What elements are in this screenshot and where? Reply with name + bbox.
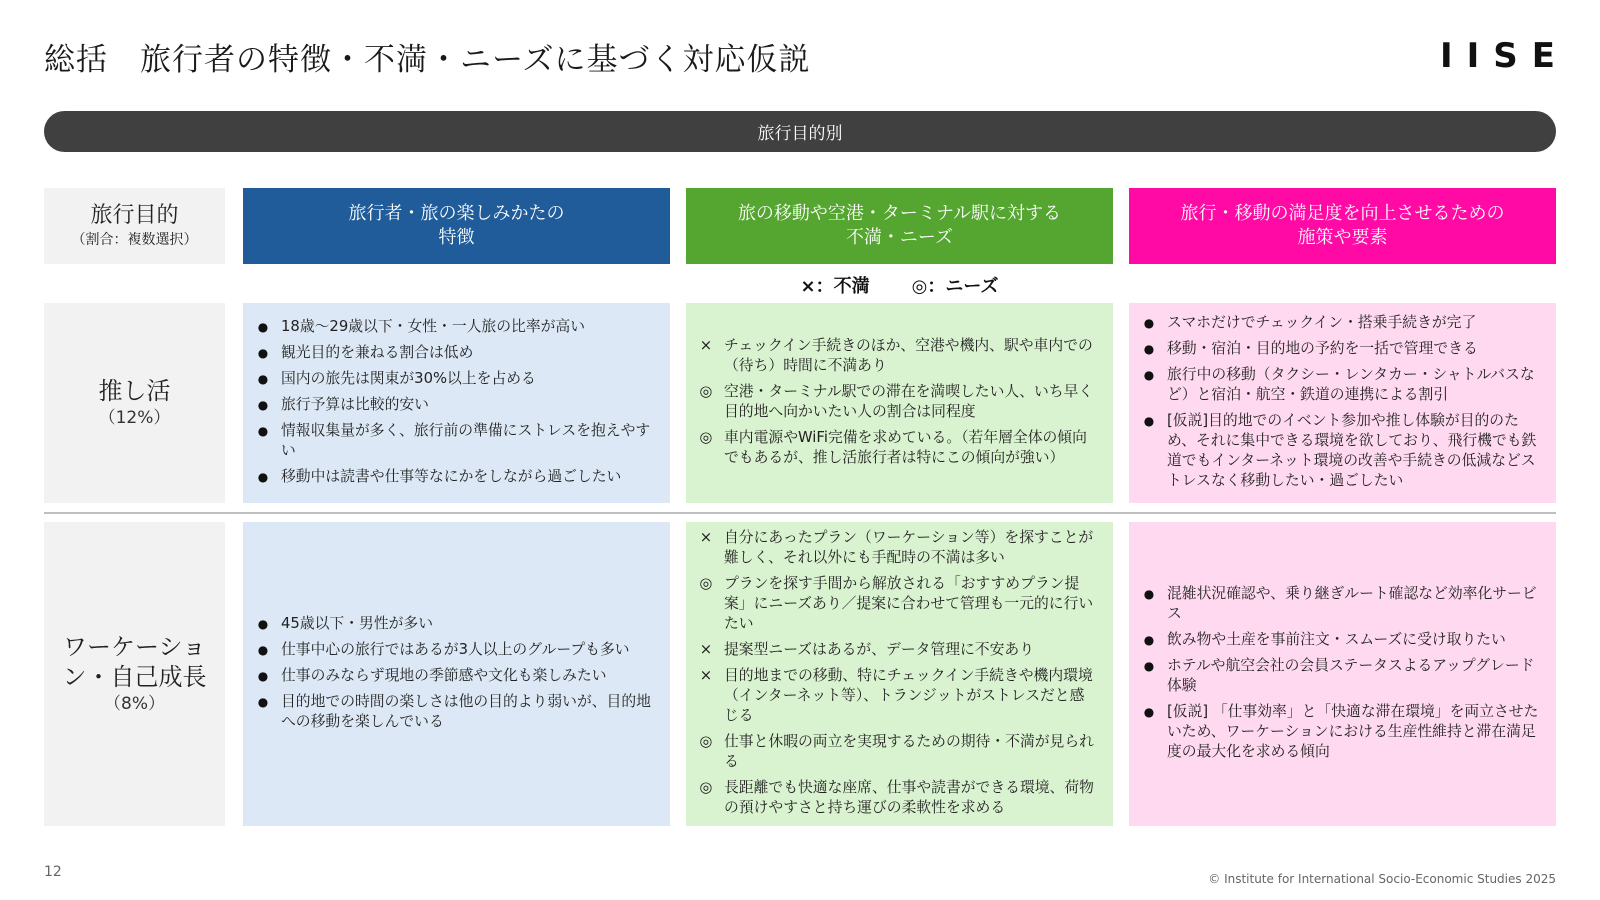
list-item — [1137, 411, 1542, 491]
mark-icon: ◎ — [699, 732, 713, 750]
mark-icon: ◎ — [699, 574, 713, 592]
bullet-icon — [251, 692, 275, 712]
list-item — [1137, 702, 1542, 762]
measures-list — [1137, 310, 1542, 497]
purpose-cell-oshikatsu — [44, 303, 225, 503]
section-banner — [44, 111, 1556, 152]
header-features-line2: 特徴 — [438, 227, 475, 248]
features-list — [251, 314, 656, 493]
purpose-percent: （12%） — [98, 408, 171, 428]
list-item — [1137, 365, 1542, 405]
legend — [686, 272, 1113, 298]
list-item — [251, 369, 656, 389]
bullet-icon — [1137, 411, 1161, 431]
bullet-icon — [1137, 584, 1161, 604]
needs-list — [694, 525, 1099, 824]
list-item — [251, 395, 656, 415]
list-item-text: 空港・ターミナル駅での滞在を満喫したい人、いち早く目的地へ向かいたい人の割合は同程度 — [724, 382, 1094, 420]
list-item — [1137, 656, 1542, 696]
list-item-text: 長距離でも快適な座席、仕事や読書ができる環境、荷物の預けやすさと持ち運びの柔軟性を求める — [724, 778, 1094, 816]
header-measures-line2: 施策や要素 — [1297, 227, 1388, 248]
bullet-icon — [1137, 656, 1161, 676]
list-item-text: 飲み物や土産を事前注文・スムーズに受け取りたい — [1167, 630, 1506, 648]
bullet-icon — [251, 467, 275, 487]
list-item-text: 18歳〜29歳以下・女性・一人旅の比率が高い — [281, 317, 586, 335]
measures-cell-oshikatsu — [1129, 303, 1556, 503]
list-item-text: 提案型ニーズはあるが、データ管理に不安あり — [724, 640, 1034, 658]
header-features — [243, 188, 670, 264]
list-item — [694, 732, 1099, 772]
measures-cell-workation — [1129, 522, 1556, 826]
list-item — [1137, 313, 1542, 333]
list-item-text: [仮説]目的地でのイベント参加や推し体験が目的のため、それに集中できる環境を欲しており、飛行機でも鉄道でもインターネット環境の改善や手続きの低減などストレスなく移動したい・過ごしたい — [1167, 411, 1537, 489]
bullet-icon — [1137, 365, 1161, 385]
bullet-icon — [1137, 313, 1161, 333]
list-item-text: チェックイン手続きのほか、空港や機内、駅や車内での（待ち）時間に不満あり — [724, 336, 1093, 374]
list-item-text: 車内電源やWiFi完備を求めている。（若年層全体の傾向でもあるが、推し活旅行者は特にこの傾向が強い） — [724, 428, 1087, 466]
list-item-text: 仕事と休暇の両立を実現するための期待・不満が見られる — [724, 732, 1094, 770]
bullet-icon — [251, 614, 275, 634]
list-item — [251, 666, 656, 686]
bullet-icon — [251, 395, 275, 415]
legend-dissatisfaction: ×：不満 — [800, 276, 870, 297]
list-item — [1137, 339, 1542, 359]
list-item — [251, 421, 656, 461]
list-item-text: 目的地までの移動、特にチェックイン手続きや機内環境（インターネット等）、トランジットがストレスだと感じる — [724, 666, 1093, 724]
list-item — [251, 467, 656, 487]
purpose-cell-workation — [44, 522, 225, 826]
list-item-text: 目的地での時間の楽しさは他の目的より弱いが、目的地への移動を楽しんでいる — [281, 692, 651, 730]
mark-icon: × — [699, 640, 713, 658]
list-item-text: 国内の旅先は関東が30%以上を占める — [281, 369, 536, 387]
mark-icon: × — [699, 666, 713, 684]
bullet-icon — [251, 317, 275, 337]
bullet-icon — [251, 666, 275, 686]
purpose-percent: （8%） — [104, 694, 165, 714]
list-item-text: 仕事のみならず現地の季節感や文化も楽しみたい — [281, 666, 607, 684]
list-item-text: プランを探す手間から解放される「おすすめプラン提案」にニーズあり／提案に合わせて管理も一元的に行いたい — [724, 574, 1094, 632]
needs-cell-oshikatsu — [686, 303, 1113, 503]
iise-logo: IISE — [1440, 36, 1570, 76]
list-item-text: [仮説] 「仕事効率」と「快適な滞在環境」を両立させたいため、ワーケーションにおける生産性維持と滞在満足度の最大化を求める傾向 — [1167, 702, 1539, 760]
purpose-name: ワーケーション・自己成長 — [62, 633, 207, 691]
list-item — [694, 778, 1099, 818]
mark-icon: × — [699, 336, 713, 354]
mark-icon: ◎ — [699, 428, 713, 446]
bullet-icon — [251, 421, 275, 441]
list-item-text: スマホだけでチェックイン・搭乗手続きが完了 — [1167, 313, 1477, 331]
mark-icon: ◎ — [699, 778, 713, 796]
list-item — [694, 336, 1099, 376]
list-item — [251, 614, 656, 634]
list-item-text: 仕事中心の旅行ではあるが3人以上のグループも多い — [281, 640, 630, 658]
header-needs-line2: 不満・ニーズ — [845, 227, 954, 248]
header-needs-line1: 旅の移動や空港・ターミナル駅に対する — [737, 203, 1062, 224]
header-purpose-label: 旅行目的 — [90, 203, 179, 228]
header-measures — [1129, 188, 1556, 264]
header-needs — [686, 188, 1113, 264]
list-item-text: 旅行予算は比較的安い — [281, 395, 429, 413]
list-item — [1137, 584, 1542, 624]
features-cell-oshikatsu — [243, 303, 670, 503]
legend-needs: ◎：ニーズ — [911, 276, 999, 297]
list-item — [251, 692, 656, 732]
bullet-icon — [251, 369, 275, 389]
list-item-text: 情報収集量が多く、旅行前の準備にストレスを抱えやすい — [281, 421, 651, 459]
list-item-text: 旅行中の移動（タクシー・レンタカー・シャトルバスなど）と宿泊・航空・鉄道の連携による割引 — [1167, 365, 1535, 403]
bullet-icon — [1137, 339, 1161, 359]
list-item — [1137, 630, 1542, 650]
list-item — [694, 528, 1099, 568]
list-item-text: 観光目的を兼ねる割合は低め — [281, 343, 474, 361]
row-divider — [44, 512, 1556, 514]
purpose-name: 推し活 — [98, 377, 171, 405]
bullet-icon — [1137, 702, 1161, 722]
header-purpose — [44, 188, 225, 264]
list-item — [251, 317, 656, 337]
list-item — [694, 428, 1099, 468]
list-item — [251, 640, 656, 660]
page-number: 12 — [44, 864, 62, 880]
list-item-text: 45歳以下・男性が多い — [281, 614, 434, 632]
list-item — [694, 574, 1099, 634]
page-title: 総括 旅行者の特徴・不満・ニーズに基づく対応仮説 — [44, 42, 811, 78]
list-item-text: 自分にあったプラン（ワーケーション等）を探すことが難しく、それ以外にも手配時の不満は多い — [724, 528, 1094, 566]
measures-list — [1137, 581, 1542, 768]
bullet-icon — [1137, 630, 1161, 650]
features-list — [251, 611, 656, 738]
list-item-text: ホテルや航空会社の会員ステータスよるアップグレード体験 — [1167, 656, 1535, 694]
list-item — [694, 666, 1099, 726]
features-cell-workation — [243, 522, 670, 826]
list-item-text: 混雑状況確認や、乗り継ぎルート確認など効率化サービス — [1167, 584, 1537, 622]
list-item — [694, 382, 1099, 422]
list-item-text: 移動中は読書や仕事等なにかをしながら過ごしたい — [281, 467, 622, 485]
header-purpose-sublabel: （割合：複数選択） — [71, 232, 198, 248]
list-item-text: 移動・宿泊・目的地の予約を一括で管理できる — [1167, 339, 1478, 357]
banner-label: 旅行目的別 — [757, 124, 843, 144]
header-features-line1: 旅行者・旅の楽しみかたの — [348, 203, 565, 224]
list-item — [694, 640, 1099, 660]
list-item — [251, 343, 656, 363]
mark-icon: × — [699, 528, 713, 546]
mark-icon: ◎ — [699, 382, 713, 400]
needs-cell-workation — [686, 522, 1113, 826]
bullet-icon — [251, 343, 275, 363]
header-measures-line1: 旅行・移動の満足度を向上させるための — [1180, 203, 1505, 224]
copyright: © Institute for International Socio-Economic Studies 2025 — [1208, 872, 1556, 886]
needs-list — [694, 333, 1099, 474]
bullet-icon — [251, 640, 275, 660]
